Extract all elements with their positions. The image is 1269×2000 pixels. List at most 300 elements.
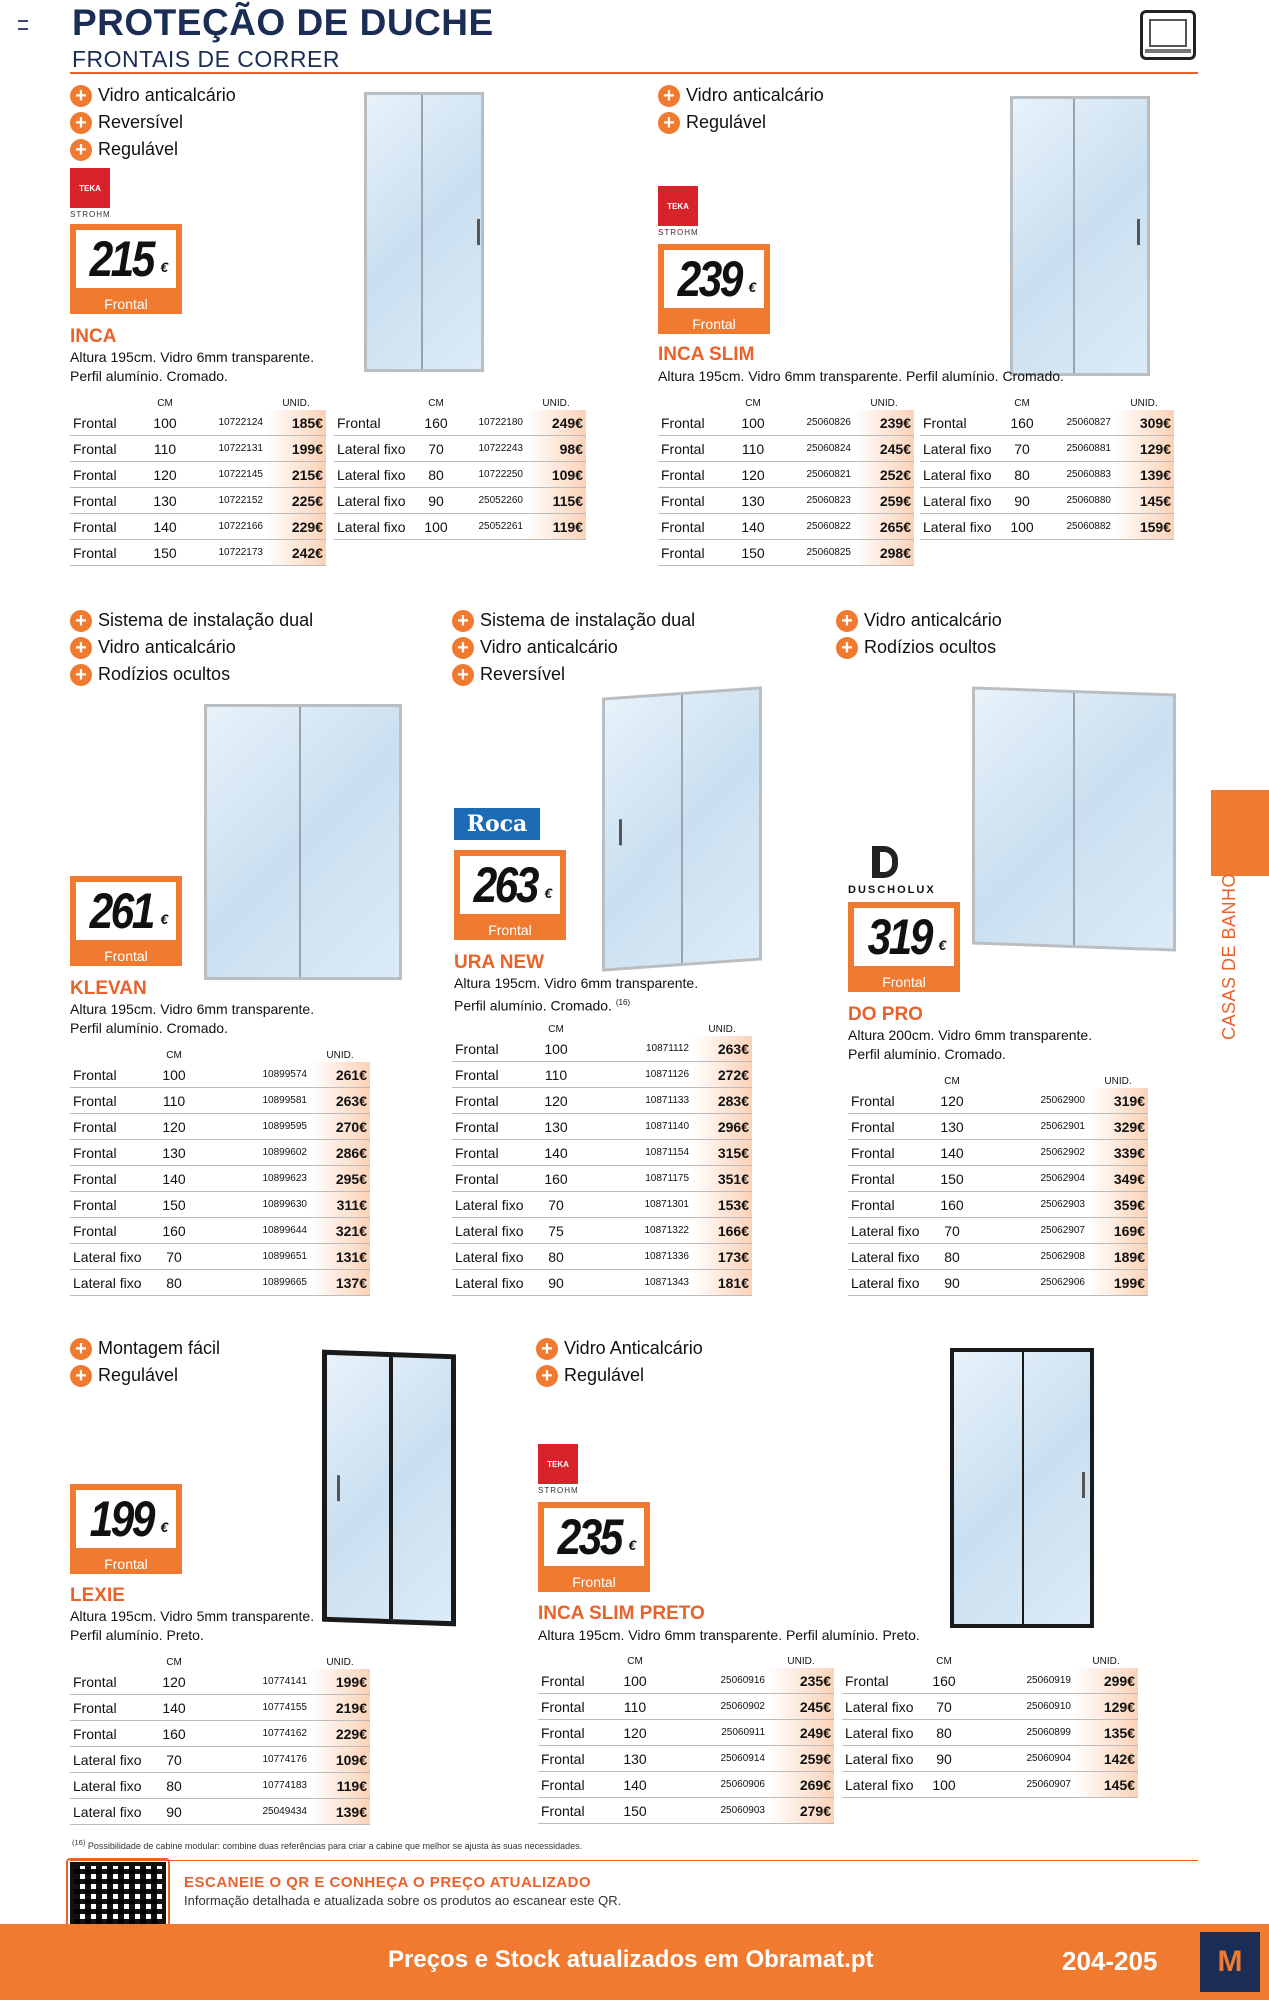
column-header: CM (428, 397, 444, 409)
row-size: 70 (154, 1747, 194, 1773)
teka-logo: TEKA STROHM (70, 168, 111, 219)
plus-icon: + (70, 1365, 92, 1387)
row-type: Frontal (658, 436, 738, 462)
table-row (538, 1746, 834, 1772)
row-size: 130 (932, 1114, 972, 1140)
row-type: Frontal (70, 540, 150, 566)
dopro-door-image (972, 686, 1176, 951)
row-price: 129€ (1074, 1694, 1138, 1720)
table-row (848, 1270, 1148, 1296)
row-ref: 10899630 (194, 1192, 310, 1218)
row-size: 100 (926, 1772, 962, 1798)
row-price: 270€ (310, 1114, 370, 1140)
row-price: 261€ (310, 1062, 370, 1088)
row-price: 115€ (526, 488, 586, 514)
row-price: 296€ (692, 1114, 752, 1140)
row-ref: 10774183 (194, 1773, 310, 1799)
row-type: Lateral fixo (920, 488, 1004, 514)
row-size: 160 (926, 1668, 962, 1694)
row-ref: 10871126 (576, 1062, 692, 1088)
row-type: Lateral fixo (920, 462, 1004, 488)
row-price: 349€ (1088, 1166, 1148, 1192)
row-price: 351€ (692, 1166, 752, 1192)
row-ref: 25062902 (972, 1140, 1088, 1166)
qr-title: ESCANEIE O QR E CONHEÇA O PREÇO ATUALIZADO (184, 1874, 592, 1891)
table-row (538, 1798, 834, 1824)
row-type: Frontal (538, 1746, 618, 1772)
row-type: Lateral fixo (452, 1244, 536, 1270)
row-ref: 10871140 (576, 1114, 692, 1140)
row-size: 80 (418, 462, 454, 488)
column-header: UNID. (870, 397, 898, 409)
row-size: 70 (154, 1244, 194, 1270)
row-type: Frontal (70, 1114, 154, 1140)
row-type: Frontal (848, 1166, 932, 1192)
row-price: 131€ (310, 1244, 370, 1270)
row-ref: 25060910 (962, 1694, 1074, 1720)
table-row (658, 488, 914, 514)
column-header: UNID. (282, 397, 310, 409)
row-type: Frontal (658, 488, 738, 514)
row-price: 181€ (692, 1270, 752, 1296)
row-size: 160 (418, 410, 454, 436)
laptop-icon (1140, 10, 1196, 60)
row-ref: 25062906 (972, 1270, 1088, 1296)
table-row (70, 462, 326, 488)
row-type: Lateral fixo (334, 462, 418, 488)
row-ref: 10899651 (194, 1244, 310, 1270)
row-ref: 25062907 (972, 1218, 1088, 1244)
row-ref: 25052261 (454, 514, 526, 540)
row-type: Frontal (658, 462, 738, 488)
table-row (70, 1218, 370, 1244)
column-header: UNID. (708, 1023, 736, 1035)
inca-preto-desc: Altura 195cm. Vidro 6mm transparente. Perfil alumínio. Preto. (538, 1627, 920, 1643)
row-ref: 25062903 (972, 1192, 1088, 1218)
row-size: 130 (150, 488, 180, 514)
row-price: 135€ (1074, 1720, 1138, 1746)
row-price: 339€ (1088, 1140, 1148, 1166)
table-row (334, 436, 586, 462)
inca-slim-door-image (1010, 96, 1150, 376)
row-ref: 25060899 (962, 1720, 1074, 1746)
row-price: 119€ (526, 514, 586, 540)
table-row (658, 462, 914, 488)
row-price: 245€ (768, 1694, 834, 1720)
table-row (452, 1140, 752, 1166)
row-price: 245€ (854, 436, 914, 462)
row-ref: 25062908 (972, 1244, 1088, 1270)
table-row (658, 410, 914, 436)
row-size: 80 (536, 1244, 576, 1270)
row-type: Frontal (70, 1695, 154, 1721)
row-ref: 25062900 (972, 1088, 1088, 1114)
row-size: 140 (618, 1772, 652, 1798)
column-header: UNID. (326, 1049, 354, 1061)
row-ref: 10871336 (576, 1244, 692, 1270)
row-ref: 10899665 (194, 1270, 310, 1296)
qr-text: Informação detalhada e atualizada sobre os produtos ao escanear este QR. (184, 1893, 622, 1908)
table-row (842, 1668, 1138, 1694)
table-row (70, 1773, 370, 1799)
table-row (334, 410, 586, 436)
inca-slim-price-box: 239 € Frontal (658, 244, 770, 334)
row-type: Frontal (70, 462, 150, 488)
row-ref: 10871133 (576, 1088, 692, 1114)
row-ref: 25060882 (1040, 514, 1114, 540)
row-type: Frontal (848, 1114, 932, 1140)
row-price: 279€ (768, 1798, 834, 1824)
row-price: 295€ (310, 1166, 370, 1192)
table-row (70, 1695, 370, 1721)
row-type: Lateral fixo (452, 1218, 536, 1244)
row-ref: 10899623 (194, 1166, 310, 1192)
row-price: 329€ (1088, 1114, 1148, 1140)
table-row (452, 1088, 752, 1114)
table-row (842, 1720, 1138, 1746)
table-row (334, 488, 586, 514)
row-type: Lateral fixo (842, 1772, 926, 1798)
row-type: Frontal (70, 1140, 154, 1166)
inca-price-box: 215 € Frontal (70, 224, 182, 314)
row-type: Lateral fixo (920, 514, 1004, 540)
row-type: Lateral fixo (70, 1773, 154, 1799)
lexie-table (70, 1655, 370, 1825)
row-size: 90 (536, 1270, 576, 1296)
table-row (842, 1694, 1138, 1720)
table-row (658, 436, 914, 462)
row-type: Frontal (70, 1192, 154, 1218)
row-type: Frontal (70, 1721, 154, 1747)
column-header: CM (745, 397, 761, 409)
inca-preto-table-1 (538, 1654, 834, 1824)
row-size: 130 (154, 1140, 194, 1166)
row-price: 259€ (854, 488, 914, 514)
row-price: 173€ (692, 1244, 752, 1270)
table-row (848, 1088, 1148, 1114)
table-row (70, 410, 326, 436)
row-type: Lateral fixo (842, 1746, 926, 1772)
row-price: 139€ (1114, 462, 1174, 488)
row-ref: 25060827 (1040, 410, 1114, 436)
footer-link-text[interactable]: Preços e Stock atualizados em Obramat.pt (388, 1946, 874, 1973)
row-ref: 25060822 (768, 514, 854, 540)
page-numbers: 204-205 (1062, 1946, 1158, 1976)
column-header: UNID. (1092, 1655, 1120, 1667)
column-header: CM (936, 1655, 952, 1667)
row-size: 100 (536, 1036, 576, 1062)
row-ref: 25060919 (962, 1668, 1074, 1694)
row-ref: 10722145 (180, 462, 266, 488)
obramat-logo-icon: M (1200, 1932, 1260, 1992)
row-price: 263€ (692, 1036, 752, 1062)
row-size: 80 (154, 1270, 194, 1296)
row-size: 80 (932, 1244, 972, 1270)
inca-table-1 (70, 396, 326, 566)
table-row (538, 1694, 834, 1720)
plus-icon: + (70, 610, 92, 632)
row-type: Frontal (538, 1668, 618, 1694)
row-size: 100 (738, 410, 768, 436)
row-price: 142€ (1074, 1746, 1138, 1772)
table-row (452, 1114, 752, 1140)
row-price: 263€ (310, 1088, 370, 1114)
table-row (70, 1747, 370, 1773)
row-size: 120 (738, 462, 768, 488)
row-ref: 10722243 (454, 436, 526, 462)
table-row (848, 1244, 1148, 1270)
row-size: 80 (1004, 462, 1040, 488)
column-header: UNID. (542, 397, 570, 409)
row-type: Frontal (848, 1140, 932, 1166)
table-row (70, 1166, 370, 1192)
row-size: 110 (536, 1062, 576, 1088)
row-type: Frontal (70, 1166, 154, 1192)
row-ref: 10722250 (454, 462, 526, 488)
row-ref: 10722173 (180, 540, 266, 566)
plus-icon: + (70, 664, 92, 686)
plus-icon: + (452, 664, 474, 686)
row-size: 120 (932, 1088, 972, 1114)
duscholux-logo: DUSCHOLUX (848, 846, 936, 896)
table-row (848, 1166, 1148, 1192)
table-row (70, 1192, 370, 1218)
row-type: Frontal (658, 540, 738, 566)
row-size: 130 (738, 488, 768, 514)
row-type: Frontal (70, 436, 150, 462)
row-type: Frontal (70, 488, 150, 514)
inca-desc: Altura 195cm. Vidro 6mm transparente. Perfil alumínio. Cromado. (70, 349, 315, 384)
plus-icon: + (658, 112, 680, 134)
ura-name: URA NEW (454, 952, 545, 973)
row-price: 109€ (310, 1747, 370, 1773)
table-row (452, 1036, 752, 1062)
plus-icon: + (658, 85, 680, 107)
row-ref: 25060904 (962, 1746, 1074, 1772)
inca-preto-price-box: 235 € Frontal (538, 1502, 650, 1592)
row-ref: 10871322 (576, 1218, 692, 1244)
row-price: 109€ (526, 462, 586, 488)
row-size: 70 (932, 1218, 972, 1244)
row-size: 150 (150, 540, 180, 566)
plus-icon: + (70, 637, 92, 659)
klevan-table (70, 1048, 370, 1296)
row-price: 129€ (1114, 436, 1174, 462)
row-type: Lateral fixo (70, 1270, 154, 1296)
row-type: Frontal (848, 1192, 932, 1218)
row-size: 160 (154, 1721, 194, 1747)
page-title: PROTEÇÃO DE DUCHE (72, 2, 494, 43)
table-row (848, 1140, 1148, 1166)
table-row (452, 1218, 752, 1244)
inca-features: + Vidro anticalcário + Reversível + Regulável (70, 82, 236, 163)
row-ref: 10899595 (194, 1114, 310, 1140)
row-price: 315€ (692, 1140, 752, 1166)
table-row (70, 1669, 370, 1695)
row-price: 199€ (266, 436, 326, 462)
table-row (70, 1062, 370, 1088)
row-price: 283€ (692, 1088, 752, 1114)
table-row (334, 462, 586, 488)
table-row (452, 1192, 752, 1218)
teka-logo: TEKA STROHM (658, 186, 699, 237)
row-size: 100 (150, 410, 180, 436)
column-header: UNID. (787, 1655, 815, 1667)
row-type: Frontal (452, 1140, 536, 1166)
row-price: 309€ (1114, 410, 1174, 436)
row-size: 90 (926, 1746, 962, 1772)
row-ref: 10899602 (194, 1140, 310, 1166)
table-row (920, 462, 1174, 488)
plus-icon: + (536, 1338, 558, 1360)
klevan-name: KLEVAN (70, 978, 147, 999)
menu-icon[interactable] (18, 20, 28, 30)
table-row (334, 514, 586, 540)
row-price: 235€ (768, 1668, 834, 1694)
table-row (920, 436, 1174, 462)
inca-preto-name: INCA SLIM PRETO (538, 1603, 705, 1624)
row-ref: 25060883 (1040, 462, 1114, 488)
row-ref: 10871301 (576, 1192, 692, 1218)
table-row (70, 514, 326, 540)
table-row (70, 1270, 370, 1296)
row-size: 110 (738, 436, 768, 462)
row-size: 150 (738, 540, 768, 566)
inca-slim-desc: Altura 195cm. Vidro 6mm transparente. Perfil alumínio. Cromado. (658, 368, 1064, 384)
row-size: 140 (932, 1140, 972, 1166)
row-size: 120 (618, 1720, 652, 1746)
inca-preto-table-2 (842, 1654, 1138, 1798)
row-size: 160 (1004, 410, 1040, 436)
table-row (452, 1270, 752, 1296)
row-ref: 10722131 (180, 436, 266, 462)
row-size: 150 (932, 1166, 972, 1192)
column-header: CM (157, 397, 173, 409)
row-ref: 10722180 (454, 410, 526, 436)
row-type: Frontal (920, 410, 1004, 436)
row-price: 215€ (266, 462, 326, 488)
row-ref: 10774141 (194, 1669, 310, 1695)
row-size: 120 (536, 1088, 576, 1114)
row-type: Lateral fixo (334, 436, 418, 462)
row-type: Frontal (538, 1720, 618, 1746)
klevan-features: + Sistema de instalação dual + Vidro anticalcário + Rodízios ocultos (70, 607, 313, 688)
table-row (70, 1244, 370, 1270)
row-type: Lateral fixo (848, 1218, 932, 1244)
table-row (920, 514, 1174, 540)
row-type: Frontal (70, 514, 150, 540)
row-type: Frontal (452, 1114, 536, 1140)
table-row (848, 1192, 1148, 1218)
row-price: 225€ (266, 488, 326, 514)
row-size: 70 (1004, 436, 1040, 462)
plus-icon: + (452, 637, 474, 659)
row-ref: 25060906 (652, 1772, 768, 1798)
table-row (70, 1799, 370, 1825)
column-header: CM (1014, 397, 1030, 409)
plus-icon: + (70, 1338, 92, 1360)
row-size: 90 (932, 1270, 972, 1296)
inca-table-2 (334, 396, 586, 540)
table-row (452, 1062, 752, 1088)
row-type: Lateral fixo (334, 488, 418, 514)
table-row (658, 540, 914, 566)
row-ref: 25060902 (652, 1694, 768, 1720)
dopro-name: DO PRO (848, 1004, 923, 1025)
row-size: 100 (618, 1668, 652, 1694)
row-price: 159€ (1114, 514, 1174, 540)
row-ref: 25060880 (1040, 488, 1114, 514)
row-size: 130 (536, 1114, 576, 1140)
page-subtitle: FRONTAIS DE CORRER (72, 46, 340, 72)
row-size: 150 (618, 1798, 652, 1824)
row-size: 140 (536, 1140, 576, 1166)
row-ref: 25060823 (768, 488, 854, 514)
row-price: 145€ (1074, 1772, 1138, 1798)
inca-preto-door-image (950, 1348, 1094, 1628)
row-size: 130 (618, 1746, 652, 1772)
row-size: 90 (154, 1799, 194, 1825)
row-size: 140 (150, 514, 180, 540)
row-price: 249€ (526, 410, 586, 436)
section-tab[interactable] (1211, 790, 1269, 876)
row-price: 249€ (768, 1720, 834, 1746)
row-type: Lateral fixo (452, 1192, 536, 1218)
row-size: 140 (738, 514, 768, 540)
row-price: 185€ (266, 410, 326, 436)
footnote-divider (70, 1860, 1198, 1861)
row-ref: 25060911 (652, 1720, 768, 1746)
table-row (538, 1772, 834, 1798)
klevan-desc: Altura 195cm. Vidro 6mm transparente. Perfil alumínio. Cromado. (70, 1001, 315, 1036)
table-row (70, 436, 326, 462)
row-size: 150 (154, 1192, 194, 1218)
row-ref: 10774155 (194, 1695, 310, 1721)
row-ref: 25060903 (652, 1798, 768, 1824)
row-ref: 10722152 (180, 488, 266, 514)
row-size: 120 (154, 1114, 194, 1140)
dopro-features: + Vidro anticalcário + Rodízios ocultos (836, 607, 1002, 661)
row-type: Lateral fixo (848, 1270, 932, 1296)
column-header: CM (548, 1023, 564, 1035)
table-row (842, 1746, 1138, 1772)
dopro-price-box: 319 € Frontal (848, 902, 960, 992)
table-row (848, 1218, 1148, 1244)
teka-logo: TEKA STROHM (538, 1444, 579, 1495)
row-ref: 10899644 (194, 1218, 310, 1244)
row-price: 153€ (692, 1192, 752, 1218)
row-size: 160 (536, 1166, 576, 1192)
row-price: 145€ (1114, 488, 1174, 514)
column-header: UNID. (1130, 397, 1158, 409)
row-ref: 10722124 (180, 410, 266, 436)
row-size: 100 (418, 514, 454, 540)
inca-slim-table-1 (658, 396, 914, 566)
table-row (538, 1720, 834, 1746)
table-row (70, 1114, 370, 1140)
row-ref: 10871154 (576, 1140, 692, 1166)
row-price: 298€ (854, 540, 914, 566)
plus-icon: + (70, 112, 92, 134)
row-size: 70 (418, 436, 454, 462)
row-type: Lateral fixo (848, 1244, 932, 1270)
plus-icon: + (70, 85, 92, 107)
row-ref: 10774162 (194, 1721, 310, 1747)
inca-door-image (364, 92, 484, 372)
row-type: Frontal (452, 1062, 536, 1088)
row-size: 140 (154, 1166, 194, 1192)
row-type: Lateral fixo (334, 514, 418, 540)
